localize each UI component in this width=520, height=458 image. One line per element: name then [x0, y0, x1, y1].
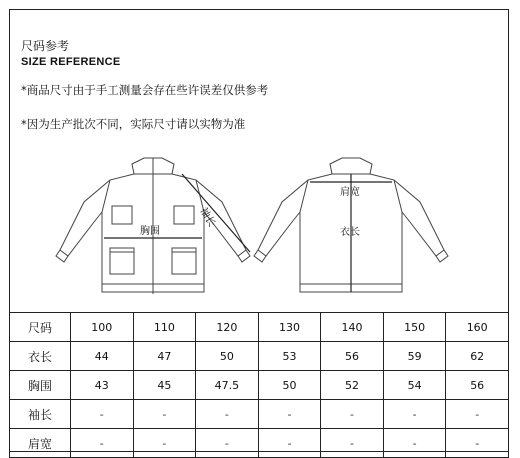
sleeve-measure-line — [182, 174, 250, 252]
table-cell: - — [383, 429, 446, 458]
table-header-cell: 140 — [321, 313, 384, 342]
table-cell: 43 — [71, 371, 134, 400]
table-cell: - — [321, 429, 384, 458]
note-measurement-error: *商品尺寸由于手工测量会存在些许误差仅供参考 — [21, 83, 269, 97]
table-header-cell: 120 — [196, 313, 259, 342]
table-cell: 56 — [446, 371, 509, 400]
table-cell: 62 — [446, 342, 509, 371]
table-header-cell: 尺码 — [10, 313, 71, 342]
jacket-diagram — [40, 152, 480, 302]
table-cell: 50 — [196, 342, 259, 371]
table-header-cell: 110 — [133, 313, 196, 342]
label-chest: 胸围 — [140, 226, 160, 237]
table-cell: - — [71, 429, 134, 458]
table-cell: 50 — [258, 371, 321, 400]
table-row — [10, 371, 509, 400]
table-cell: - — [321, 400, 384, 429]
table-cell: 44 — [71, 342, 134, 371]
table-cell: - — [258, 429, 321, 458]
table-header-row — [10, 313, 509, 342]
table-cell: - — [446, 429, 509, 458]
table-header-cell: 160 — [446, 313, 509, 342]
table-header-cell: 150 — [383, 313, 446, 342]
table-cell: - — [446, 400, 509, 429]
table-cell: - — [133, 400, 196, 429]
row-label: 肩宽 — [10, 429, 71, 458]
label-sleeve-length: 袖长 — [197, 206, 217, 229]
row-label: 衣长 — [10, 342, 71, 371]
table-cell: 47.5 — [196, 371, 259, 400]
title-english: SIZE REFERENCE — [21, 56, 121, 68]
label-shoulder-width: 肩宽 — [340, 187, 360, 198]
table-cell: 59 — [383, 342, 446, 371]
title-chinese: 尺码参考 — [21, 39, 70, 53]
table-row — [10, 400, 509, 429]
table-cell: - — [196, 400, 259, 429]
size-table — [9, 312, 509, 458]
table-cell: - — [383, 400, 446, 429]
table-cell: - — [196, 429, 259, 458]
row-label: 袖长 — [10, 400, 71, 429]
table-cell: - — [258, 400, 321, 429]
table-cell: 45 — [133, 371, 196, 400]
row-label: 胸围 — [10, 371, 71, 400]
table-header-cell: 100 — [71, 313, 134, 342]
table-cell: 53 — [258, 342, 321, 371]
table-cell: - — [71, 400, 134, 429]
table-row — [10, 342, 509, 371]
table-cell: 54 — [383, 371, 446, 400]
table-header-cell: 130 — [258, 313, 321, 342]
table-cell: 56 — [321, 342, 384, 371]
table-cell: 52 — [321, 371, 384, 400]
table-cell: - — [133, 429, 196, 458]
table-row — [10, 429, 509, 458]
note-batch-difference: *因为生产批次不同，实际尺寸请以实物为准 — [21, 117, 246, 131]
label-body-length: 衣长 — [340, 227, 360, 238]
table-cell: 47 — [133, 342, 196, 371]
